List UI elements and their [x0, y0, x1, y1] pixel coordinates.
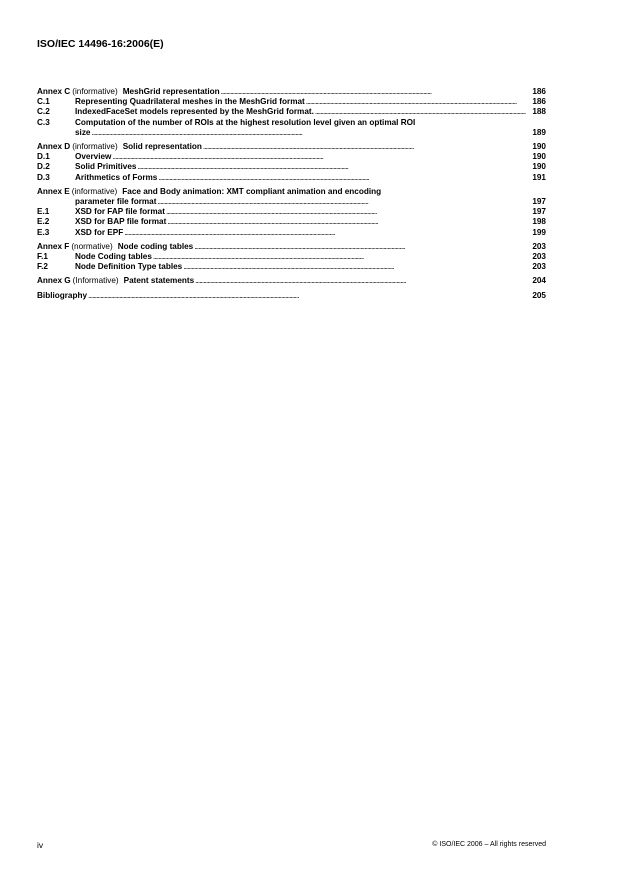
toc-title: Arithmetics of Forms: [75, 172, 158, 182]
annex-kind: (informative): [71, 186, 118, 196]
footer-page-number: iv: [37, 840, 44, 850]
toc-page: 186: [532, 97, 546, 107]
dot-leader: [203, 142, 531, 152]
toc-title: IndexedFaceSet models represented by the MeshGrid format.: [75, 107, 314, 117]
toc-page: 190: [532, 142, 546, 152]
toc-page: 199: [532, 227, 546, 237]
toc-title: MeshGrid representation: [122, 87, 220, 96]
toc-title: Bibliography: [37, 290, 88, 300]
toc-number: C.1: [37, 97, 50, 107]
toc-entry-c1[interactable]: [37, 97, 546, 107]
footer-copyright: © ISO/IEC 2006 – All rights reserved: [432, 841, 546, 848]
dot-leader: [194, 242, 531, 252]
toc-page: 205: [532, 290, 546, 300]
toc-title: Solid Primitives: [75, 162, 137, 172]
table-of-contents: [37, 87, 546, 301]
toc-title: Solid representation: [122, 142, 202, 152]
toc-title-line2: parameter file format: [75, 197, 157, 207]
toc-entry-d2[interactable]: [37, 162, 546, 172]
toc-entry-c3[interactable]: [37, 118, 546, 138]
toc-number: F.1: [37, 252, 48, 262]
toc-number: E.1: [37, 207, 50, 217]
toc-page: 191: [532, 172, 546, 182]
toc-number: F.2: [37, 262, 48, 272]
toc-title: Representing Quadrilateral meshes in the MeshGrid format: [75, 97, 305, 107]
toc-page: 203: [532, 262, 546, 272]
toc-page: 198: [532, 217, 546, 227]
toc-page: 188: [532, 107, 546, 117]
annex-label: Annex F: [37, 241, 70, 251]
toc-number: C.2: [37, 107, 50, 117]
dot-leader: [167, 217, 531, 227]
dot-leader: [91, 128, 531, 138]
annex-kind: (normative): [71, 241, 113, 251]
toc-annex-e[interactable]: [37, 187, 546, 207]
toc-page: 197: [532, 197, 546, 207]
toc-page: 197: [532, 207, 546, 217]
dot-leader: [112, 152, 531, 162]
dot-leader: [306, 97, 532, 107]
toc-entry-f2[interactable]: [37, 262, 546, 272]
toc-bibliography[interactable]: [37, 291, 546, 301]
toc-annex-g[interactable]: [37, 276, 546, 286]
toc-page: 186: [532, 87, 546, 96]
annex-kind: (Informative): [72, 276, 119, 286]
annex-kind: (informative): [72, 87, 118, 96]
toc-title: Node Coding tables: [75, 252, 152, 262]
toc-page: 203: [532, 241, 546, 251]
toc-number: D.1: [37, 152, 50, 162]
dot-leader: [315, 107, 531, 117]
toc-entry-d3[interactable]: [37, 173, 546, 183]
toc-entry-e2[interactable]: [37, 217, 546, 227]
toc-title: XSD for BAP file format: [75, 217, 167, 227]
toc-title: Node Definition Type tables: [75, 262, 183, 272]
annex-kind: (informative): [72, 142, 118, 152]
toc-page: 190: [532, 162, 546, 172]
dot-leader: [124, 228, 531, 238]
toc-title-line2: size: [75, 127, 91, 137]
annex-label: Annex D: [37, 142, 71, 152]
toc-title: Patent statements: [123, 276, 195, 286]
toc-title: Node coding tables: [117, 241, 194, 251]
toc-entry-e1[interactable]: [37, 207, 546, 217]
toc-title-line1: Face and Body animation: XMT compliant animation and encoding: [122, 186, 382, 196]
toc-title: XSD for FAP file format: [75, 207, 165, 217]
dot-leader: [88, 291, 531, 301]
dot-leader: [166, 207, 531, 217]
annex-label: Annex C: [37, 87, 71, 96]
dot-leader: [153, 252, 531, 262]
dot-leader: [195, 276, 531, 286]
dot-leader: [157, 197, 531, 207]
toc-entry-e3[interactable]: [37, 228, 546, 238]
toc-page: 204: [532, 276, 546, 286]
dot-leader: [137, 162, 531, 172]
toc-number: E.2: [37, 217, 50, 227]
toc-number: E.3: [37, 227, 50, 237]
annex-label: Annex G: [37, 276, 71, 286]
toc-annex-f[interactable]: [37, 242, 546, 252]
toc-title: XSD for EPF: [75, 227, 124, 237]
toc-title: Overview: [75, 152, 112, 162]
toc-page: 203: [532, 252, 546, 262]
toc-title-line1: Computation of the number of ROIs at the highest resolution level given an optimal ROI: [75, 117, 416, 127]
dot-leader: [183, 262, 531, 272]
toc-number: C.3: [37, 117, 50, 127]
annex-label: Annex E: [37, 186, 70, 196]
toc-number: D.3: [37, 172, 50, 182]
toc-entry-d1[interactable]: [37, 152, 546, 162]
toc-annex-d[interactable]: [37, 142, 546, 152]
toc-page: 189: [532, 127, 546, 137]
dot-leader: [158, 173, 531, 183]
toc-annex-c[interactable]: [37, 87, 546, 97]
toc-entry-c2[interactable]: [37, 107, 546, 117]
document-header: ISO/IEC 14496-16:2006(E): [37, 38, 164, 50]
toc-page: 190: [532, 152, 546, 162]
toc-entry-f1[interactable]: [37, 252, 546, 262]
dot-leader: [221, 87, 532, 97]
toc-number: D.2: [37, 162, 50, 172]
